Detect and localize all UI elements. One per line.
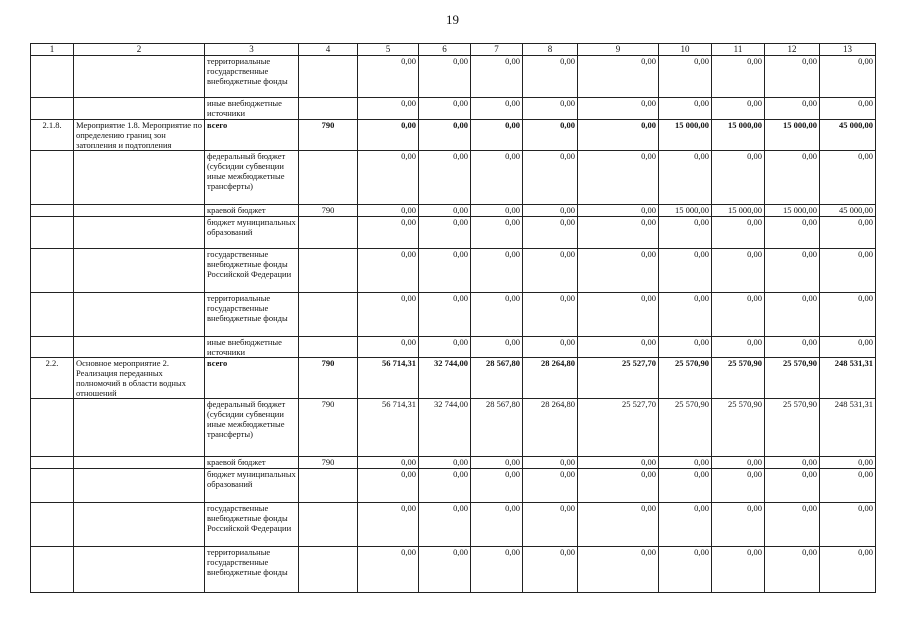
amount-cell: 25 527,70: [578, 399, 659, 457]
amount-cell: 0,00: [820, 249, 876, 293]
amount-cell: 0,00: [471, 469, 523, 503]
funding-source-cell: всего: [205, 358, 299, 399]
amount-cell: 0,00: [712, 56, 765, 98]
table-row: [31, 98, 876, 120]
amount-cell: 0,00: [712, 457, 765, 469]
code-cell: [299, 293, 358, 337]
table-row: [31, 293, 876, 337]
activity-name-cell: [74, 293, 205, 337]
table-row: [31, 205, 876, 217]
amount-cell: 0,00: [659, 457, 712, 469]
amount-cell: 0,00: [471, 249, 523, 293]
amount-cell: 0,00: [523, 151, 578, 205]
amount-cell: 0,00: [765, 98, 820, 120]
amount-cell: 0,00: [419, 217, 471, 249]
amount-cell: 0,00: [659, 469, 712, 503]
amount-cell: 0,00: [358, 547, 419, 593]
item-number-cell: [31, 399, 74, 457]
amount-cell: 0,00: [578, 151, 659, 205]
amount-cell: 0,00: [712, 503, 765, 547]
amount-cell: 0,00: [712, 469, 765, 503]
amount-cell: 0,00: [578, 98, 659, 120]
amount-cell: 0,00: [419, 457, 471, 469]
amount-cell: 0,00: [712, 337, 765, 358]
amount-cell: 248 531,31: [820, 399, 876, 457]
amount-cell: 0,00: [523, 217, 578, 249]
amount-cell: 0,00: [578, 293, 659, 337]
funding-source-cell: федеральный бюджет (субсидии субвенции иные межбюджетные трансферты): [205, 151, 299, 205]
amount-cell: 0,00: [659, 151, 712, 205]
amount-cell: 15 000,00: [659, 205, 712, 217]
amount-cell: 0,00: [820, 457, 876, 469]
activity-name-cell: Мероприятие 1.8. Мероприятие по определению границ зон затопления и подтопления: [74, 120, 205, 151]
column-number: 6: [419, 44, 471, 56]
funding-source-cell: территориальные государственные внебюджетные фонды: [205, 547, 299, 593]
amount-cell: 0,00: [765, 249, 820, 293]
amount-cell: 56 714,31: [358, 399, 419, 457]
activity-name-cell: [74, 249, 205, 293]
amount-cell: 25 570,90: [712, 358, 765, 399]
amount-cell: 0,00: [523, 98, 578, 120]
table-row: [31, 217, 876, 249]
activity-name-cell: [74, 337, 205, 358]
activity-name-cell: [74, 399, 205, 457]
amount-cell: 0,00: [578, 249, 659, 293]
amount-cell: 0,00: [523, 547, 578, 593]
amount-cell: 0,00: [820, 98, 876, 120]
activity-name-cell: Основное мероприятие 2. Реализация переданных полномочий в области водных отношений: [74, 358, 205, 399]
amount-cell: 0,00: [659, 56, 712, 98]
amount-cell: 0,00: [471, 205, 523, 217]
amount-cell: 0,00: [358, 98, 419, 120]
amount-cell: 0,00: [820, 293, 876, 337]
column-number: 1: [31, 44, 74, 56]
amount-cell: 0,00: [358, 217, 419, 249]
amount-cell: 0,00: [419, 98, 471, 120]
amount-cell: 0,00: [471, 503, 523, 547]
amount-cell: 0,00: [578, 217, 659, 249]
funding-source-cell: всего: [205, 120, 299, 151]
item-number-cell: [31, 293, 74, 337]
amount-cell: 0,00: [358, 337, 419, 358]
column-number: 3: [205, 44, 299, 56]
amount-cell: 0,00: [419, 120, 471, 151]
page-number: 19: [446, 12, 459, 27]
amount-cell: 15 000,00: [765, 205, 820, 217]
amount-cell: 0,00: [523, 337, 578, 358]
item-number-cell: [31, 503, 74, 547]
item-number-cell: [31, 337, 74, 358]
amount-cell: 0,00: [765, 547, 820, 593]
amount-cell: 0,00: [820, 547, 876, 593]
amount-cell: 0,00: [471, 547, 523, 593]
amount-cell: 0,00: [523, 469, 578, 503]
amount-cell: 15 000,00: [765, 120, 820, 151]
activity-name-cell: [74, 217, 205, 249]
amount-cell: 0,00: [659, 503, 712, 547]
column-number-row: [31, 44, 876, 56]
amount-cell: 0,00: [820, 151, 876, 205]
amount-cell: 0,00: [358, 56, 419, 98]
column-number: 11: [712, 44, 765, 56]
column-number: 12: [765, 44, 820, 56]
table-row: [31, 120, 876, 151]
amount-cell: 0,00: [765, 293, 820, 337]
amount-cell: 0,00: [820, 337, 876, 358]
amount-cell: 0,00: [358, 457, 419, 469]
amount-cell: 28 264,80: [523, 358, 578, 399]
amount-cell: 0,00: [578, 547, 659, 593]
code-cell: [299, 469, 358, 503]
amount-cell: 0,00: [471, 293, 523, 337]
amount-cell: 25 570,90: [712, 399, 765, 457]
amount-cell: 0,00: [358, 120, 419, 151]
column-number: 2: [74, 44, 205, 56]
code-cell: [299, 98, 358, 120]
item-number-cell: [31, 205, 74, 217]
activity-name-cell: [74, 469, 205, 503]
funding-source-cell: территориальные государственные внебюджетные фонды: [205, 56, 299, 98]
amount-cell: 0,00: [471, 120, 523, 151]
activity-name-cell: [74, 98, 205, 120]
amount-cell: 0,00: [712, 98, 765, 120]
amount-cell: 0,00: [358, 503, 419, 547]
item-number-cell: [31, 249, 74, 293]
amount-cell: 0,00: [419, 56, 471, 98]
amount-cell: 0,00: [523, 205, 578, 217]
amount-cell: 45 000,00: [820, 205, 876, 217]
amount-cell: 0,00: [765, 337, 820, 358]
amount-cell: 25 570,90: [765, 358, 820, 399]
funding-source-cell: государственные внебюджетные фонды Российской Федерации: [205, 249, 299, 293]
amount-cell: 0,00: [765, 217, 820, 249]
item-number-cell: [31, 217, 74, 249]
amount-cell: 0,00: [765, 151, 820, 205]
amount-cell: 25 570,90: [765, 399, 820, 457]
code-cell: 790: [299, 457, 358, 469]
column-number: 4: [299, 44, 358, 56]
item-number-cell: [31, 56, 74, 98]
amount-cell: 0,00: [419, 249, 471, 293]
amount-cell: 25 527,70: [578, 358, 659, 399]
amount-cell: 0,00: [578, 469, 659, 503]
activity-name-cell: [74, 547, 205, 593]
table-row: [31, 249, 876, 293]
amount-cell: 0,00: [820, 469, 876, 503]
amount-cell: 15 000,00: [712, 205, 765, 217]
amount-cell: 15 000,00: [659, 120, 712, 151]
code-cell: [299, 337, 358, 358]
amount-cell: 0,00: [578, 120, 659, 151]
activity-name-cell: [74, 457, 205, 469]
amount-cell: 0,00: [523, 293, 578, 337]
amount-cell: 0,00: [578, 503, 659, 547]
funding-source-cell: краевой бюджет: [205, 457, 299, 469]
amount-cell: 0,00: [659, 98, 712, 120]
code-cell: [299, 547, 358, 593]
amount-cell: 0,00: [712, 249, 765, 293]
amount-cell: 0,00: [471, 56, 523, 98]
amount-cell: 0,00: [659, 293, 712, 337]
budget-table: [30, 43, 876, 593]
amount-cell: 0,00: [523, 56, 578, 98]
amount-cell: 0,00: [358, 469, 419, 503]
amount-cell: 0,00: [659, 547, 712, 593]
amount-cell: 0,00: [820, 56, 876, 98]
amount-cell: 0,00: [358, 249, 419, 293]
amount-cell: 0,00: [419, 337, 471, 358]
item-number-cell: 2.2.: [31, 358, 74, 399]
amount-cell: 56 714,31: [358, 358, 419, 399]
table-row: [31, 469, 876, 503]
table-row: [31, 457, 876, 469]
funding-source-cell: государственные внебюджетные фонды Российской Федерации: [205, 503, 299, 547]
funding-source-cell: краевой бюджет: [205, 205, 299, 217]
amount-cell: 15 000,00: [712, 120, 765, 151]
table-row: [31, 56, 876, 98]
funding-source-cell: федеральный бюджет (субсидии субвенции иные межбюджетные трансферты): [205, 399, 299, 457]
table-row: [31, 547, 876, 593]
code-cell: 790: [299, 358, 358, 399]
table-row: [31, 399, 876, 457]
amount-cell: 0,00: [578, 457, 659, 469]
amount-cell: 0,00: [523, 503, 578, 547]
funding-source-cell: бюджет муниципальных образований: [205, 469, 299, 503]
amount-cell: 0,00: [659, 249, 712, 293]
column-number: 5: [358, 44, 419, 56]
code-cell: [299, 151, 358, 205]
amount-cell: 0,00: [471, 98, 523, 120]
amount-cell: 32 744,00: [419, 358, 471, 399]
amount-cell: 25 570,90: [659, 358, 712, 399]
amount-cell: 0,00: [358, 151, 419, 205]
code-cell: 790: [299, 205, 358, 217]
code-cell: [299, 217, 358, 249]
amount-cell: 0,00: [659, 217, 712, 249]
amount-cell: 0,00: [419, 469, 471, 503]
amount-cell: 45 000,00: [820, 120, 876, 151]
item-number-cell: [31, 469, 74, 503]
amount-cell: 0,00: [820, 503, 876, 547]
activity-name-cell: [74, 205, 205, 217]
column-number: 8: [523, 44, 578, 56]
amount-cell: 28 264,80: [523, 399, 578, 457]
amount-cell: 0,00: [712, 547, 765, 593]
amount-cell: 0,00: [765, 56, 820, 98]
item-number-cell: [31, 151, 74, 205]
amount-cell: 0,00: [471, 337, 523, 358]
funding-source-cell: бюджет муниципальных образований: [205, 217, 299, 249]
column-number: 9: [578, 44, 659, 56]
amount-cell: 0,00: [523, 120, 578, 151]
amount-cell: 0,00: [765, 503, 820, 547]
item-number-cell: [31, 98, 74, 120]
amount-cell: 248 531,31: [820, 358, 876, 399]
activity-name-cell: [74, 56, 205, 98]
amount-cell: 0,00: [358, 293, 419, 337]
funding-source-cell: иные внебюджетные источники: [205, 98, 299, 120]
table-row: [31, 503, 876, 547]
column-number: 7: [471, 44, 523, 56]
table-row: [31, 337, 876, 358]
amount-cell: 0,00: [712, 293, 765, 337]
amount-cell: 0,00: [765, 457, 820, 469]
amount-cell: 0,00: [578, 205, 659, 217]
amount-cell: 0,00: [419, 151, 471, 205]
amount-cell: 0,00: [358, 205, 419, 217]
code-cell: [299, 56, 358, 98]
amount-cell: 0,00: [523, 249, 578, 293]
code-cell: [299, 249, 358, 293]
table-row: [31, 151, 876, 205]
activity-name-cell: [74, 151, 205, 205]
amount-cell: 0,00: [419, 205, 471, 217]
amount-cell: 0,00: [578, 56, 659, 98]
amount-cell: 0,00: [471, 217, 523, 249]
amount-cell: 0,00: [712, 217, 765, 249]
amount-cell: 0,00: [523, 457, 578, 469]
funding-source-cell: территориальные государственные внебюджетные фонды: [205, 293, 299, 337]
item-number-cell: 2.1.8.: [31, 120, 74, 151]
amount-cell: 28 567,80: [471, 399, 523, 457]
amount-cell: 0,00: [820, 217, 876, 249]
code-cell: [299, 503, 358, 547]
amount-cell: 0,00: [471, 457, 523, 469]
amount-cell: 32 744,00: [419, 399, 471, 457]
item-number-cell: [31, 457, 74, 469]
funding-source-cell: иные внебюджетные источники: [205, 337, 299, 358]
amount-cell: 0,00: [659, 337, 712, 358]
amount-cell: 0,00: [578, 337, 659, 358]
table-row: [31, 358, 876, 399]
amount-cell: 0,00: [765, 469, 820, 503]
column-number: 10: [659, 44, 712, 56]
amount-cell: 0,00: [419, 547, 471, 593]
column-number: 13: [820, 44, 876, 56]
amount-cell: 0,00: [419, 293, 471, 337]
code-cell: 790: [299, 120, 358, 151]
amount-cell: 0,00: [471, 151, 523, 205]
amount-cell: 0,00: [712, 151, 765, 205]
amount-cell: 0,00: [419, 503, 471, 547]
activity-name-cell: [74, 503, 205, 547]
amount-cell: 28 567,80: [471, 358, 523, 399]
item-number-cell: [31, 547, 74, 593]
amount-cell: 25 570,90: [659, 399, 712, 457]
code-cell: 790: [299, 399, 358, 457]
